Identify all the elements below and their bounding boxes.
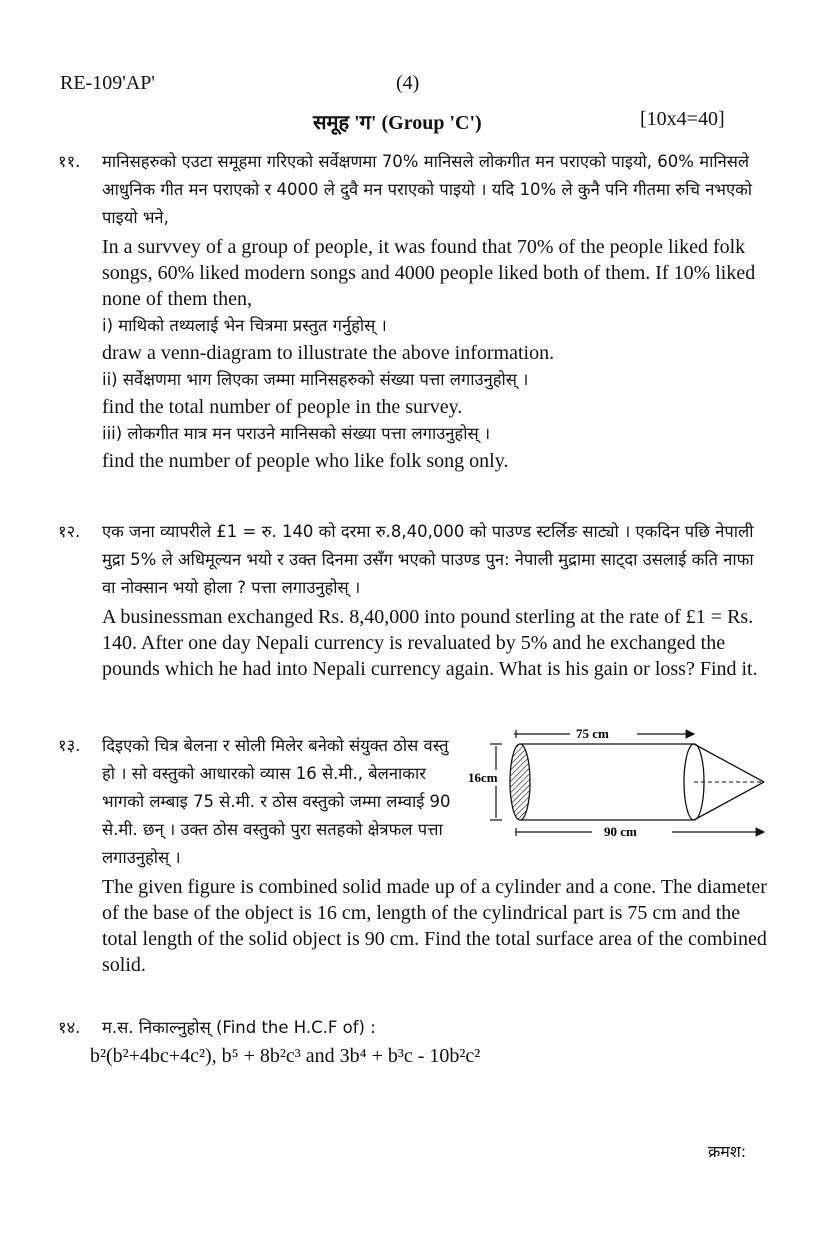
question-text-english: A businessman exchanged Rs. 8,40,000 into pound sterling at the rate of £1 = Rs. 140. After one day Nepali currency is revaluated by 5% and he exchanged the pounds which he had into Nepali currency again. What is his gain or loss? Find it. (102, 606, 758, 680)
question-number: १३. (58, 736, 81, 755)
question-text-nepali: मानिसहरुको एउटा समूहमा गरिएको सर्वेक्षणमा 70% मानिसले लोकगीत मन पराएको पाइयो, 60% मानिसले आधुनिक गीत मन पराएको र 4000 ले दुवै मन पराएको पाइयो । यदि 10% ले कुनै पनि गीतमा रुचि नभएको पाइयो भने, (102, 152, 753, 227)
question-number: १४. (58, 1018, 81, 1037)
question-text-english: The given figure is combined solid made up of a cylinder and a cone. The diameter of the base of the object is 16 cm, length of the cylindrical part is 75 cm and the total length of the solid object is 90 cm. Find the total surface area of the combined solid. (102, 876, 767, 976)
question-text-nepali: दिइएको चित्र बेलना र सोली मिलेर बनेको संयुक्त ठोस वस्तु हो । सो वस्तुको आधारको व्यास 16 से.मी., बेलनाकार भागको लम्बाइ 75 से.मी. र ठोस वस्तुको जम्मा लम्वाई 90 से.मी. छन् । उक्त ठोस वस्तुको पुरा सतहको क्षेत्रफल पत्ता लगाउनुहोस् । (102, 736, 451, 867)
subpart-iii-nepali: iii) लोकगीत मात्र मन पराउने मानिसको संख्या पत्ता लगाउनुहोस् । (102, 424, 491, 443)
hcf-expressions: b²(b²+4bc+4c²), b⁵ + 8b²c³ and 3b⁴ + b³c - 10b²c² (90, 1045, 481, 1067)
question-number: १२. (58, 522, 81, 541)
page-number: (4) (396, 72, 420, 94)
question-text-nepali: एक जना व्यापरीले £1 = रु. 140 को दरमा रु.8,40,000 को पाउण्ड स्टर्लिङ साट्यो । एकदिन पछि नेपाली मुद्रा 5% ले अधिमूल्यन भयो र उक्त दिनमा उसँग भएको पाउण्ड पुन: नेपाली मुद्रामा साट्दा उसलाई कति नाफा वा नोक्सान भयो होला ? पत्ता लगाउनुहोस् । (102, 522, 754, 597)
subpart-iii-english: find the number of people who like folk song only. (102, 450, 509, 472)
question-11 (58, 148, 768, 474)
marks-allocation: [10x4=40] (640, 108, 725, 130)
question-14 (58, 1014, 768, 1070)
length-90-label: 90 cm (604, 824, 637, 839)
continued-label: क्रमश: (708, 1142, 747, 1161)
diameter-16-label: 16cm (468, 770, 498, 785)
subpart-i-english: draw a venn-diagram to illustrate the above information. (102, 342, 555, 364)
group-title: समूह 'ग' (Group 'C') (313, 112, 482, 134)
cylinder-cone-figure (462, 722, 774, 842)
question-text-english: In a survvey of a group of people, it was found that 70% of the people liked folk songs, 60% liked modern songs and 4000 people liked both of them. If 10% liked none of them then, (102, 236, 756, 310)
subpart-i-nepali: i) माथिको तथ्यलाई भेन चित्रमा प्रस्तुत गर्नुहोस् । (102, 316, 387, 335)
question-number: ११. (58, 152, 81, 171)
hcf-prompt: म.स. निकाल्नुहोस् (Find the H.C.F of) : (102, 1018, 376, 1037)
subpart-ii-english: find the total number of people in the survey. (102, 396, 463, 418)
cylinder-base (510, 744, 530, 820)
subpart-ii-nepali: ii) सर्वेक्षणमा भाग लिएका जम्मा मानिसहरुको संख्या पत्ता लगाउनुहोस् । (102, 370, 529, 389)
paper-code: RE-109'AP' (60, 72, 155, 94)
question-12 (58, 518, 768, 682)
length-75-label: 75 cm (576, 726, 609, 741)
